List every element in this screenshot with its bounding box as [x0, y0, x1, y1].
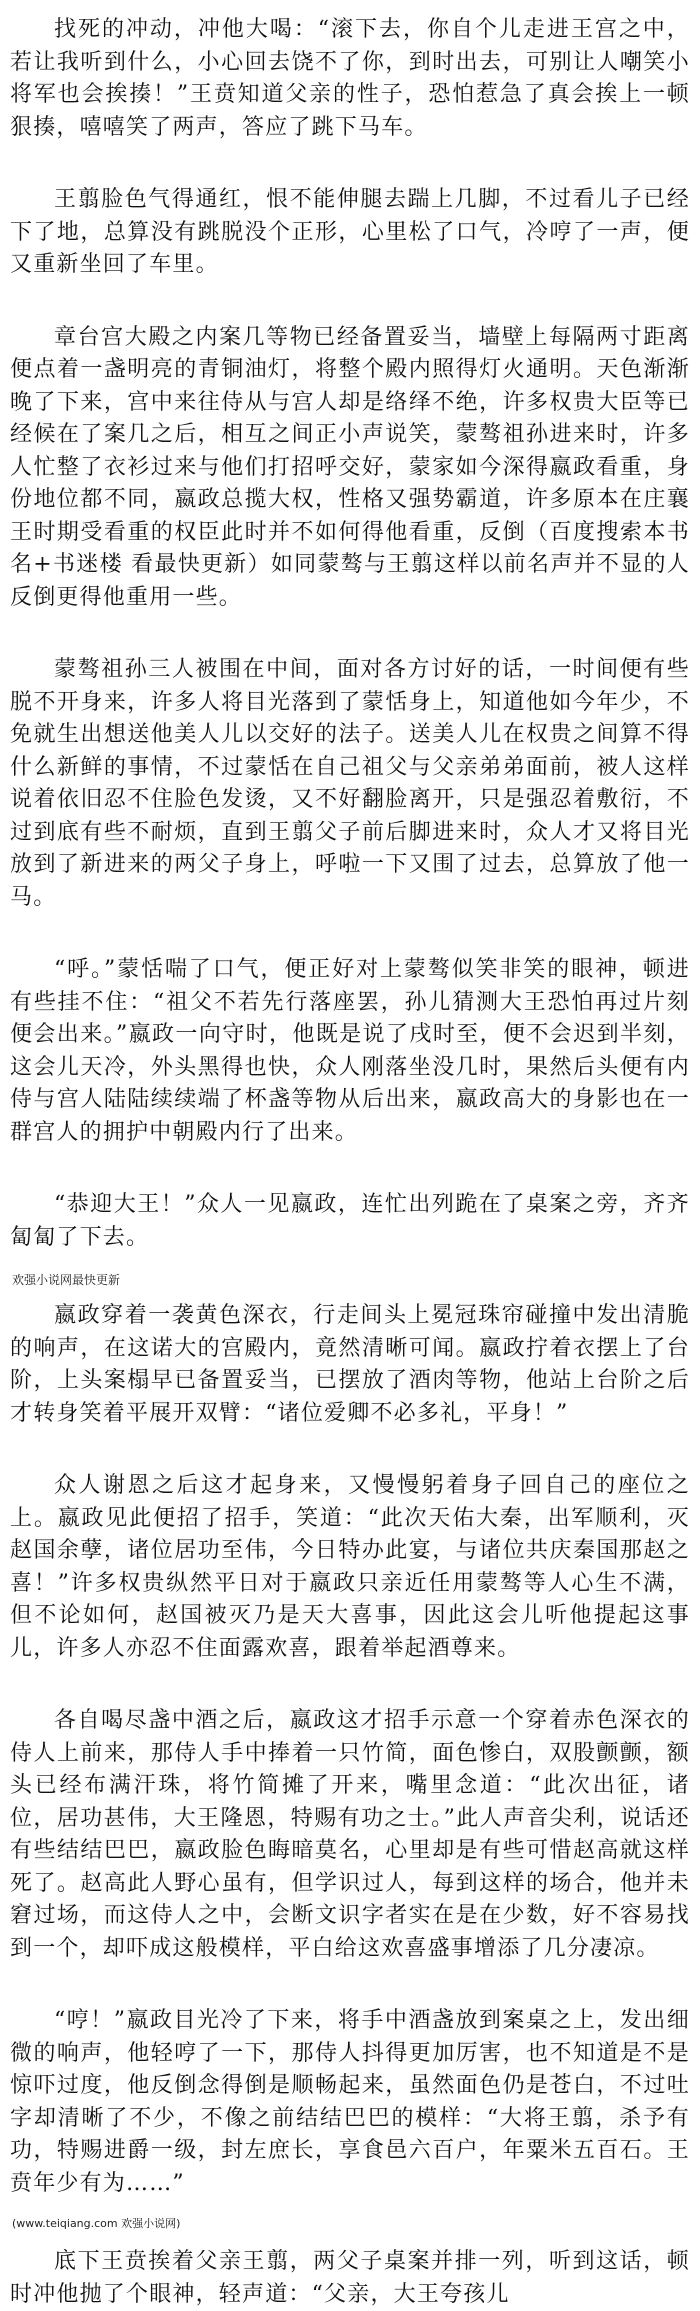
- paragraph-6: “恭迎大王！”众人一见嬴政，连忙出列跪在了桌案之旁，齐齐匐匐了下去。: [10, 1192, 690, 1250]
- paragraph-8: 众人谢恩之后这才起身来，又慢慢躬着身子回自己的座位之上。嬴政见此便招了招手，笑道：“此次天佑大秦，出军顺利，灭赵国余孽，诸位居功至伟，今日特办此宴，与诸位共庆秦国那赵之喜！”许多权贵纵然平日对于嬴政只亲近任用蒙骜等人心生不满，但不论如何，赵国被灭乃是天大喜事，因此这会儿听他提起这事儿，许多人亦忍不住面露欢喜，跟着举起酒尊来。: [10, 1473, 690, 1661]
- paragraph-10: “哼！”嬴政目光冷了下来，将手中酒盏放到案桌之上，发出细微的响声，他轻哼了一下，那侍人抖得更加厉害，也不知道是不是惊吓过度，他反倒念得倒是顺畅起来，虽然面色仍是苍白，不过吐字却清晰了不少，不像之前结结巴巴的模样：“大将王翦，杀予有功，特赐进爵一级，封左庶长，享食邑六百户，年粟米五百石。王贲年少有为……”: [10, 2008, 690, 2196]
- paragraph-11: 底下王贲挨着父亲王翦，两父子桌案并排一列，听到这话，顿时冲他抛了个眼神，轻声道：“父亲，大王夸孩儿: [10, 2249, 690, 2307]
- paragraph-5: “呼。”蒙恬喘了口气，便正好对上蒙骜似笑非笑的眼神，顿进有些挂不住：“祖父不若先行落座罢，孙儿猜测大王恐怕再过片刻便会出来。”嬴政一向守时，他既是说了戌时至，便不会迟到半刻，这会儿天冷，外头黑得也快，众人刚落坐没几时，果然后头便有内侍与宫人陆陆续续端了杯盏等物从后出来，嬴政高大的身影也在一群宫人的拥护中朝殿内行了出来。: [10, 957, 690, 1145]
- paragraph-2: 王翦脸色气得通红，恨不能伸腿去踹上几脚，不过看儿子已经下了地，总算没有跳脱没个正形，心里松了口气，冷哼了一声，便又重新坐回了车里。: [10, 187, 690, 277]
- site-watermark-bottom: (www.teiqiang.com 欢强小说网): [12, 2217, 181, 2230]
- paragraph-1: 找死的冲动，冲他大喝：“滚下去，你自个儿走进王宫之中，若让我听到什么，小心回去饶不了你，到时出去，可别让人嘲笑小将军也会挨揍！”王贲知道父亲的性子，恐怕惹急了真会挨上一顿狠揍，嘻嘻笑了两声，答应了跳下马车。: [10, 17, 690, 140]
- paragraph-9: 各自喝尽盏中酒之后，嬴政这才招手示意一个穿着赤色深衣的侍人上前来，那侍人手中捧着一只竹简，面色惨白，双股颤颤，额头已经布满汗珠，将竹简摊了开来，嘴里念道：“此次出征，诸位，居功甚伟，大王隆恩，特赐有功之士。”此人声音尖利，说话还有些结结巴巴，嬴政脸色晦暗莫名，心里却是有些可惜赵高就这样死了。赵高此人野心虽有，但学识过人，每到这样的场合，他并未窘过场，而这侍人之中，会断文识字者实在是在少数，好不容易找到一个，却吓成这般模样，平白给这欢喜盛事增添了几分凄凉。: [10, 1708, 690, 1961]
- paragraph-4: 蒙骜祖孙三人被围在中间，面对各方讨好的话，一时间便有些脱不开身来，许多人将目光落到了蒙恬身上，知道他如今年少，不免就生出想送他美人儿以交好的法子。送美人儿在权贵之间算不得什么新鲜的事情，不过蒙恬在自己祖父与父亲弟弟面前，被人这样说着依旧忍不住脸色发烫，又不好翻脸离开，只是强忍着敷衍，不过到底有些不耐烦，直到王翦父子前后脚进来时，众人才又将目光放到了新进来的两父子身上，呼啦一下又围了过去，总算放了他一马。: [10, 657, 690, 910]
- paragraph-3: 章台宫大殿之内案几等物已经备置妥当，墙壁上每隔两寸距离便点着一盏明亮的青铜油灯，将整个殿内照得灯火通明。天色渐渐晚了下来，宫中来往侍从与宫人却是络绎不绝，许多权贵大臣等已经候在了案几之后，相互之间正小声说笑，蒙骜祖孙进来时，许多人忙整了衣衫过来与他们打招呼交好，蒙家如今深得嬴政看重，身份地位都不同，嬴政总揽大权，性格又强势霸道，许多原本在庄襄王时期受看重的权臣此时并不如何得他看重，反倒（百度搜索本书名+书迷楼 看最快更新）如同蒙骜与王翦这样以前名声并不显的人反倒更得他重用一些。: [10, 324, 690, 610]
- site-watermark-top: 欢强小说网最快更新: [12, 1273, 121, 1287]
- paragraph-7: 嬴政穿着一袭黄色深衣，行走间头上冕冠珠帘碰撞中发出清脆的响声，在这诺大的宫殿内，竟然清晰可闻。嬴政拧着衣摆上了台阶，上头案榻早已备置妥当，已摆放了酒肉等物，他站上台阶之后才转身笑着平展开双臂：“诸位爱卿不必多礼，平身！”: [10, 1303, 690, 1426]
